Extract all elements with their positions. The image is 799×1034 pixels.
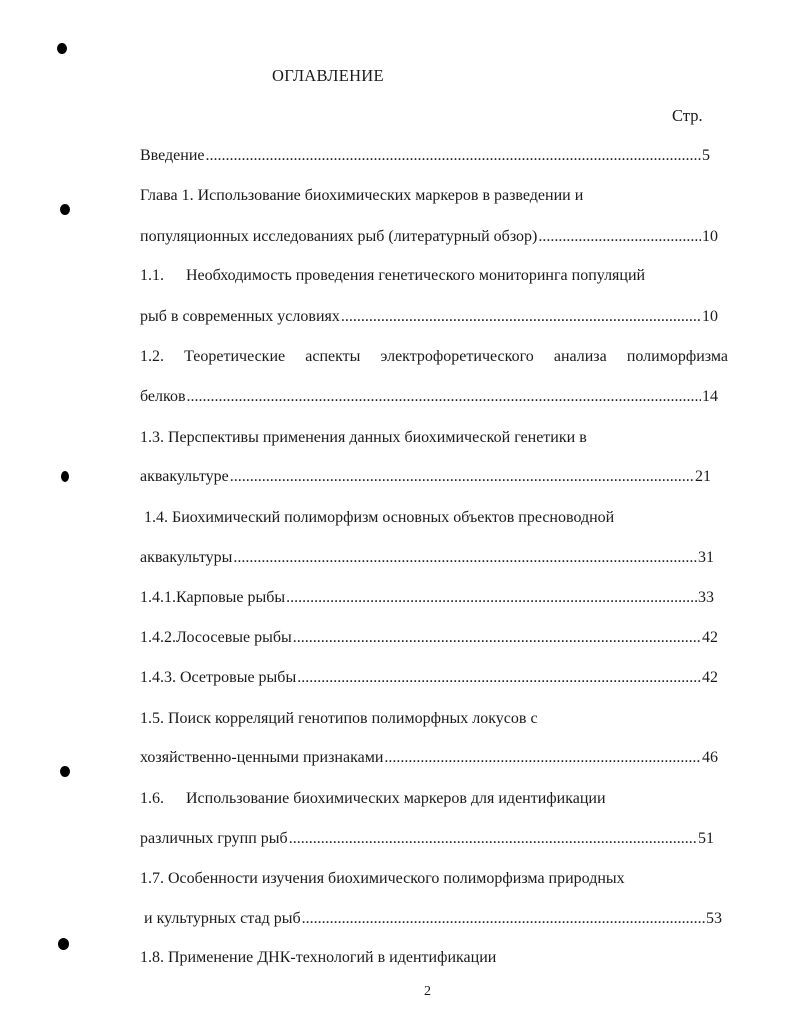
- toc-entry-text: 1.4.3. Осетровые рыбы: [140, 669, 297, 686]
- word: анализа: [553, 348, 607, 365]
- toc-entry-page: 5: [702, 147, 710, 164]
- section-number: 1.6.: [140, 790, 164, 807]
- toc-entry-line: [140, 347, 728, 367]
- leader-dots: [187, 387, 701, 407]
- section-title: Необходимость проведения генетического мониторинга популяций: [186, 267, 646, 284]
- leader-dots: [297, 668, 701, 688]
- toc-entry-line: [140, 789, 606, 809]
- binder-hole: [60, 204, 70, 215]
- section-number: 1.1.: [140, 267, 164, 284]
- leader-dots: [341, 307, 701, 327]
- toc-entry-page: 53: [706, 910, 722, 927]
- toc-entry-page: 33: [698, 589, 714, 606]
- toc-entry-page: 51: [698, 830, 714, 847]
- toc-entry-1-1[interactable]: [140, 307, 718, 327]
- leader-dots: [384, 748, 701, 768]
- word: Теоретические: [184, 348, 286, 365]
- toc-entry-text: аквакультуре: [140, 468, 229, 485]
- leader-dots: [286, 588, 697, 608]
- toc-entry-page: 14: [702, 388, 718, 405]
- toc-entry-page: 46: [702, 749, 718, 766]
- toc-entry-chapter-1[interactable]: [140, 227, 718, 247]
- toc-entry-text: и культурных стад рыб: [144, 910, 301, 927]
- toc-entry-text: 1.4.1.Карповые рыбы: [140, 589, 286, 606]
- page-number: 2: [424, 984, 431, 999]
- toc-entry-line: 1.4. Биохимический полиморфизм основных объектов пресноводной: [144, 509, 615, 526]
- toc-entry-line: 1.8. Применение ДНК-технологий в идентификации: [140, 949, 497, 966]
- word: электрофоретического: [380, 348, 534, 365]
- word: полиморфизма: [626, 348, 728, 365]
- toc-entry-line: 1.5. Поиск корреляций генотипов полиморфных локусов с: [140, 710, 538, 727]
- toc-entry-1-5[interactable]: [140, 748, 718, 768]
- page-title: ОГЛАВЛЕНИЕ: [272, 66, 384, 85]
- binder-hole: [60, 766, 70, 777]
- word: аспекты: [305, 348, 361, 365]
- binder-hole: [61, 471, 69, 482]
- page-column-label: Стр.: [672, 106, 703, 125]
- toc-entry-text: 1.4.2.Лососевые рыбы: [140, 629, 292, 646]
- toc-entry-1-4-3[interactable]: [140, 668, 718, 688]
- binder-hole: [57, 43, 67, 54]
- leader-dots: [289, 829, 697, 849]
- toc-entry-text: хозяйственно-ценными признаками: [140, 749, 384, 766]
- leader-dots: [233, 548, 697, 568]
- leader-dots: [206, 146, 702, 166]
- toc-entry-text: аквакультуры: [140, 549, 233, 566]
- toc-entry-page: 21: [695, 468, 711, 485]
- toc-entry-page: 42: [702, 669, 718, 686]
- toc-entry-page: 10: [702, 228, 718, 245]
- toc-entry-1-6[interactable]: [140, 829, 714, 849]
- binder-hole: [58, 938, 69, 950]
- leader-dots: [302, 909, 705, 929]
- toc-entry-page: 42: [702, 629, 718, 646]
- toc-entry-text: рыб в современных условиях: [140, 308, 340, 325]
- toc-entry-line: 1.3. Перспективы применения данных биохимической генетики в: [140, 429, 587, 446]
- toc-entry-line: Глава 1. Использование биохимических маркеров в разведении и: [140, 187, 584, 204]
- toc-entry-1-2[interactable]: [140, 387, 718, 407]
- word: 1.2.: [140, 348, 164, 365]
- toc-entry-1-3[interactable]: [140, 467, 711, 487]
- toc-entry-page: 31: [698, 549, 714, 566]
- toc-entry-introduction[interactable]: [140, 146, 710, 166]
- toc-entry-text: различных групп рыб: [140, 830, 288, 847]
- toc-entry-1-7[interactable]: [144, 909, 722, 929]
- toc-entry-1-4[interactable]: [140, 548, 714, 568]
- toc-entry-1-4-2[interactable]: [140, 628, 718, 648]
- section-title: Использование биохимических маркеров для идентификации: [186, 790, 606, 807]
- leader-dots: [230, 467, 694, 487]
- toc-entry-1-4-1[interactable]: [140, 588, 714, 608]
- toc-entry-text: белков: [140, 388, 186, 405]
- toc-entry-page: 10: [702, 308, 718, 325]
- leader-dots: [538, 227, 701, 247]
- toc-entry-text: Введение: [140, 147, 205, 164]
- leader-dots: [293, 628, 701, 648]
- toc-entry-line: 1.7. Особенности изучения биохимического полиморфизма природных: [140, 870, 625, 887]
- toc-entry-text: популяционных исследованиях рыб (литературный обзор): [140, 228, 538, 245]
- toc-entry-line: [140, 266, 645, 286]
